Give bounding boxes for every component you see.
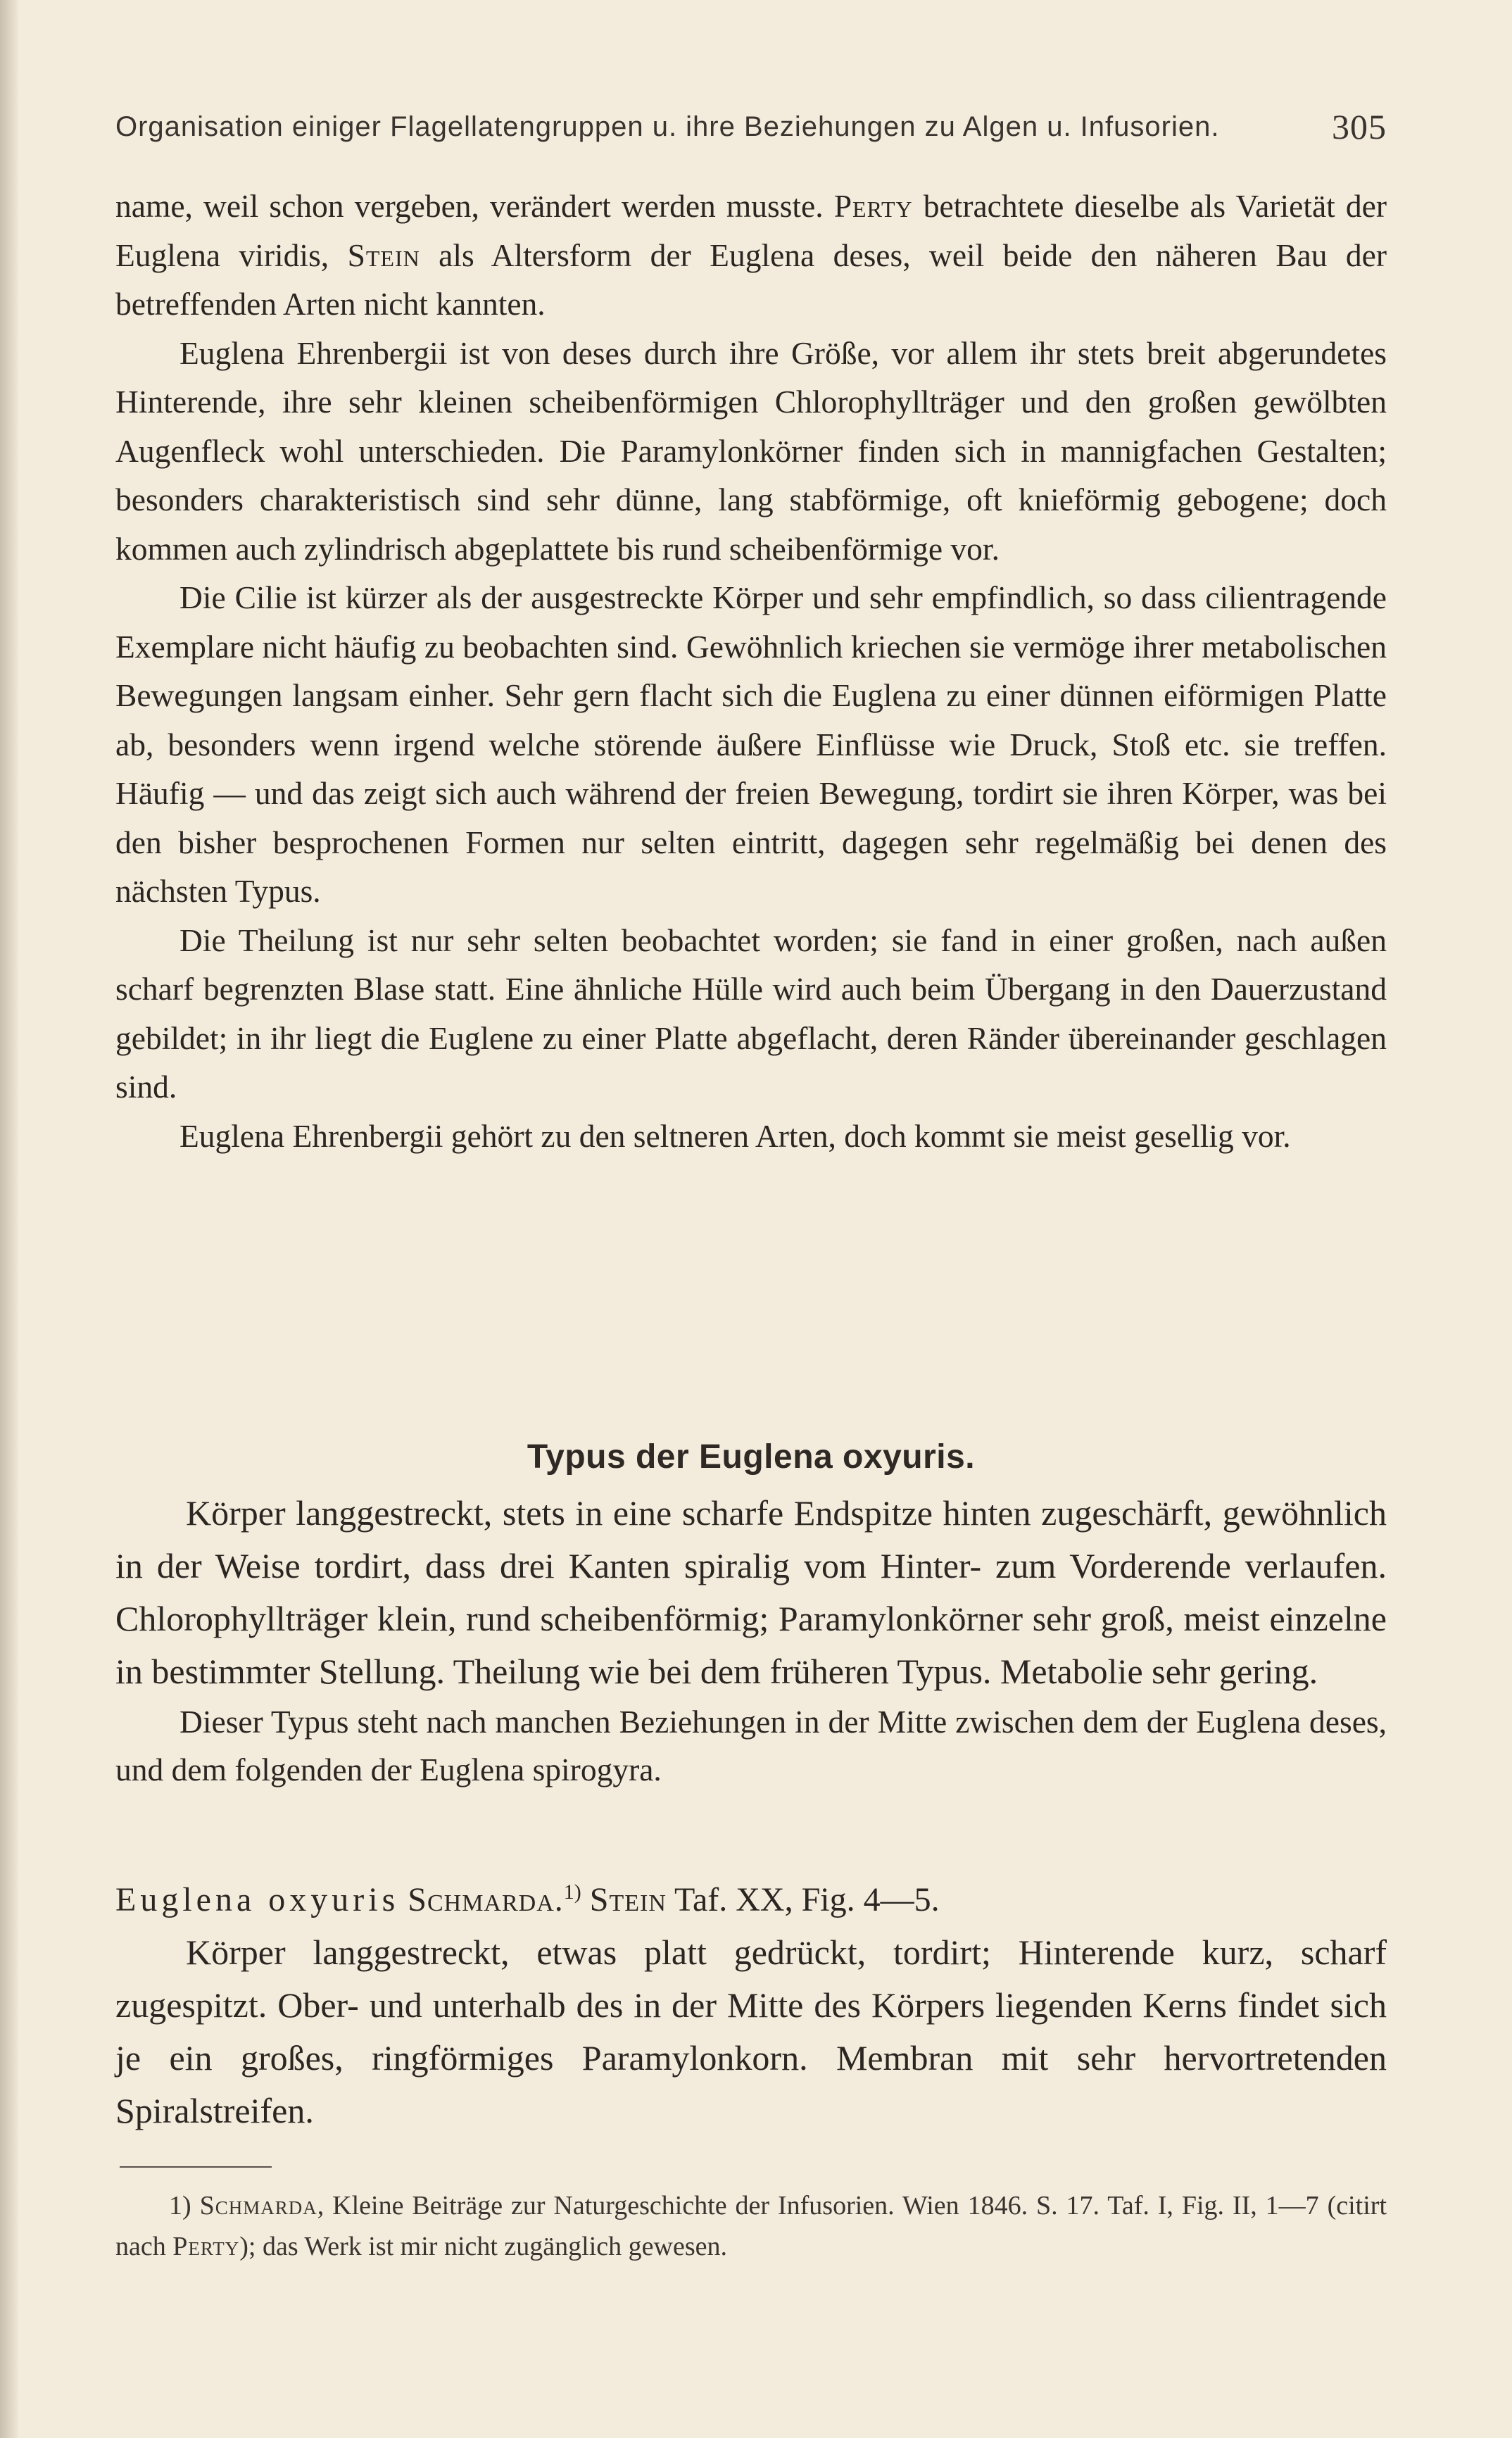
running-header [115, 99, 1387, 155]
footnote-author-perty: Perty [172, 2232, 240, 2261]
type-note: Dieser Typus steht nach manchen Beziehungen in der Mitte zwischen dem der Euglena deses, und dem folgenden der Euglena spirogyra. [115, 1704, 1387, 1787]
footnote-text: 1) Schmarda, Kleine Beiträge zur Naturgeschichte der Infusorien. Wien 1846. S. 17. Taf. I, Fig. II, 1—7 (citirt nach Perty); das Werk ist mir nicht zugänglich gewesen. [115, 2191, 1387, 2261]
paragraph-cilia: Die Cilie ist kürzer als der ausgestreckte Körper und sehr empfindlich, so dass cilientragende Exemplare nicht häufig zu beobachten sind. Gewöhnlich kriechen sie vermöge ihrer metabolischen Bewegungen langsam einher. Sehr gern flacht sich die Euglena zu einer dünnen eiförmigen Platte ab, besonders wenn irgend welche störende äußere Einflüsse wie Druck, Stoß etc. sie treffen. Häufig — und das zeigt sich auch während der freien Bewegung, tordirt sie ihren Körper, was bei den bisher besprochenen Formen nur selten eintritt, dagegen sehr regelmäßig bei denen des nächsten Typus. [115, 579, 1387, 909]
section-heading: Typus der Euglena oxyuris. [527, 1438, 976, 1476]
paragraph-occurrence: Euglena Ehrenbergii gehört zu den seltneren Arten, doch kommt sie meist gesellig vor. [179, 1117, 1291, 1154]
reference-author: Stein [589, 1881, 667, 1918]
species-description: Körper langgestreckt, etwas platt gedrückt, tordirt; Hinterende kurz, scharf zugespitzt. Ober- und unterhalb des in der Mitte des Körpers liegenden Kerns findet sich je ein großes, ringförmiges Paramylonkorn. Membran mit sehr hervortretenden Spiralstreifen. [115, 1933, 1387, 2130]
paragraph-continuation: name, weil schon vergeben, verändert werden musste. Perty betrachtete dieselbe als Varietät der Euglena viridis, Stein als Altersform der Euglena deses, weil beide den näheren Bau der betreffenden Arten nicht kannten. [115, 188, 1387, 322]
page-edge-shadow [0, 0, 18, 2438]
species-name: Euglena oxyuris [115, 1881, 400, 1918]
footnote-reference[interactable]: 1) [563, 1880, 581, 1904]
author-name-stein: Stein [347, 237, 420, 273]
footnote-mark: 1) [169, 2191, 200, 2220]
footnote [115, 2185, 1387, 2267]
reference-plate: Taf. XX, Fig. 4—5. [666, 1881, 940, 1918]
species-description-block [115, 1926, 1387, 2137]
body-text [115, 182, 1387, 1160]
species-author: Schmarda. [408, 1881, 564, 1918]
species-heading [115, 1867, 1387, 1925]
footnote-author: Schmarda [199, 2191, 317, 2220]
running-title: Organisation einiger Flagellatengruppen u. ihre Beziehungen zu Algen u. Infusorien. [115, 111, 1220, 142]
paragraph-division: Die Theilung ist nur sehr selten beobachtet worden; sie fand in einer großen, nach außen scharf begrenzten Blase statt. Eine ähnliche Hülle wird auch beim Übergang in den Dauerzustand gebildet; in ihr liegt die Euglene zu einer Platte abgeflacht, deren Ränder übereinander geschlagen sind. [115, 922, 1387, 1105]
paragraph-ehrenbergii-description: Euglena Ehrenbergii ist von deses durch ihre Größe, vor allem ihr stets breit abgerundetes Hinterende, ihre sehr kleinen scheibenförmigen Chlorophyllträger und den großen gewölbten Augenfleck wohl unterschieden. Die Paramylonkörner finden sich in mannigfachen Gestalten; besonders charakteristisch sind sehr dünne, lang stabförmige, oft knieförmig gebogene; doch kommen auch zylindrisch abgeplattete bis rund scheibenförmige vor. [115, 334, 1387, 567]
footnote-divider [120, 2166, 272, 2168]
type-description-block [115, 1487, 1387, 1794]
author-name-perty: Perty [833, 188, 913, 224]
type-description: Körper langgestreckt, stets in eine scharfe Endspitze hinten zugeschärft, gewöhnlich in der Weise tordirt, dass drei Kanten spiralig vom Hinter- zum Vorderende verlaufen. Chlorophyllträger klein, rund scheibenförmig; Paramylonkörner sehr groß, meist einzelne in bestimmter Stellung. Theilung wie bei dem früheren Typus. Metabolie sehr gering. [115, 1493, 1387, 1691]
page-number: 305 [1332, 107, 1387, 146]
